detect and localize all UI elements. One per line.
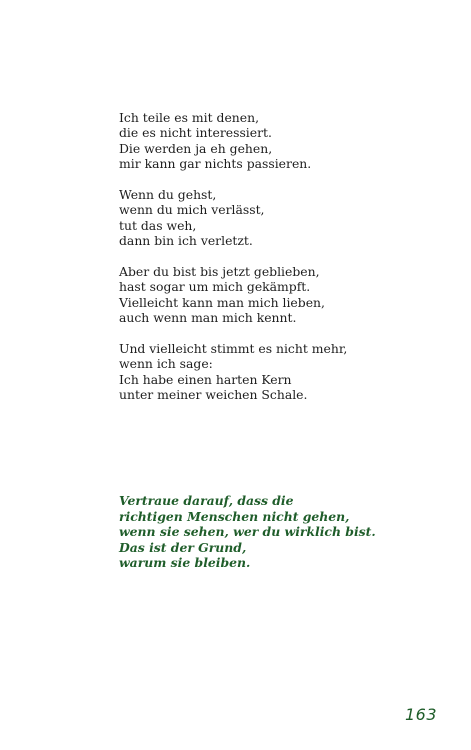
poem-line: dann bin ich verletzt. xyxy=(119,233,253,249)
poem-stanza-2 xyxy=(119,187,419,249)
poem-line: Ich teile es mit denen, xyxy=(119,110,260,125)
quote-line: Vertraue darauf, dass die xyxy=(119,493,294,508)
poem-stanza-3 xyxy=(119,264,419,326)
poem-line: Vielleicht kann man mich lieben, xyxy=(119,294,325,310)
quote-line: richtigen Menschen nicht gehen, xyxy=(119,508,350,524)
poem xyxy=(119,110,419,418)
poem-line: Aber du bist bis jetzt geblieben, xyxy=(119,264,320,280)
poem-line: hast sogar um mich gekämpft. xyxy=(119,279,311,295)
poem-line: tut das weh, xyxy=(119,217,197,233)
poem-line: Wenn du gehst, xyxy=(119,187,217,203)
page-number: 163 xyxy=(405,705,438,724)
quote-line: Das ist der Grund, xyxy=(119,539,247,555)
poem-line: Die werden ja eh gehen, xyxy=(119,140,273,156)
poem-line: die es nicht interessiert. xyxy=(119,125,272,141)
highlight-quote xyxy=(119,493,439,571)
poem-line: Und vielleicht stimmt es nicht mehr, xyxy=(119,341,348,357)
poem-line: auch wenn man mich kennt. xyxy=(119,310,297,326)
quote-line: wenn sie sehen, wer du wirklich bist. xyxy=(119,524,376,540)
poem-line: mir kann gar nichts passieren. xyxy=(119,156,312,172)
quote-line: warum sie bleiben. xyxy=(119,555,251,571)
poem-line: Ich habe einen harten Kern xyxy=(119,371,292,387)
poem-stanza-1 xyxy=(119,110,419,172)
poem-line: wenn ich sage: xyxy=(119,356,213,372)
poem-line: wenn du mich verlässt, xyxy=(119,202,265,218)
poem-line: unter meiner weichen Schale. xyxy=(119,387,308,403)
poem-stanza-4 xyxy=(119,341,419,403)
